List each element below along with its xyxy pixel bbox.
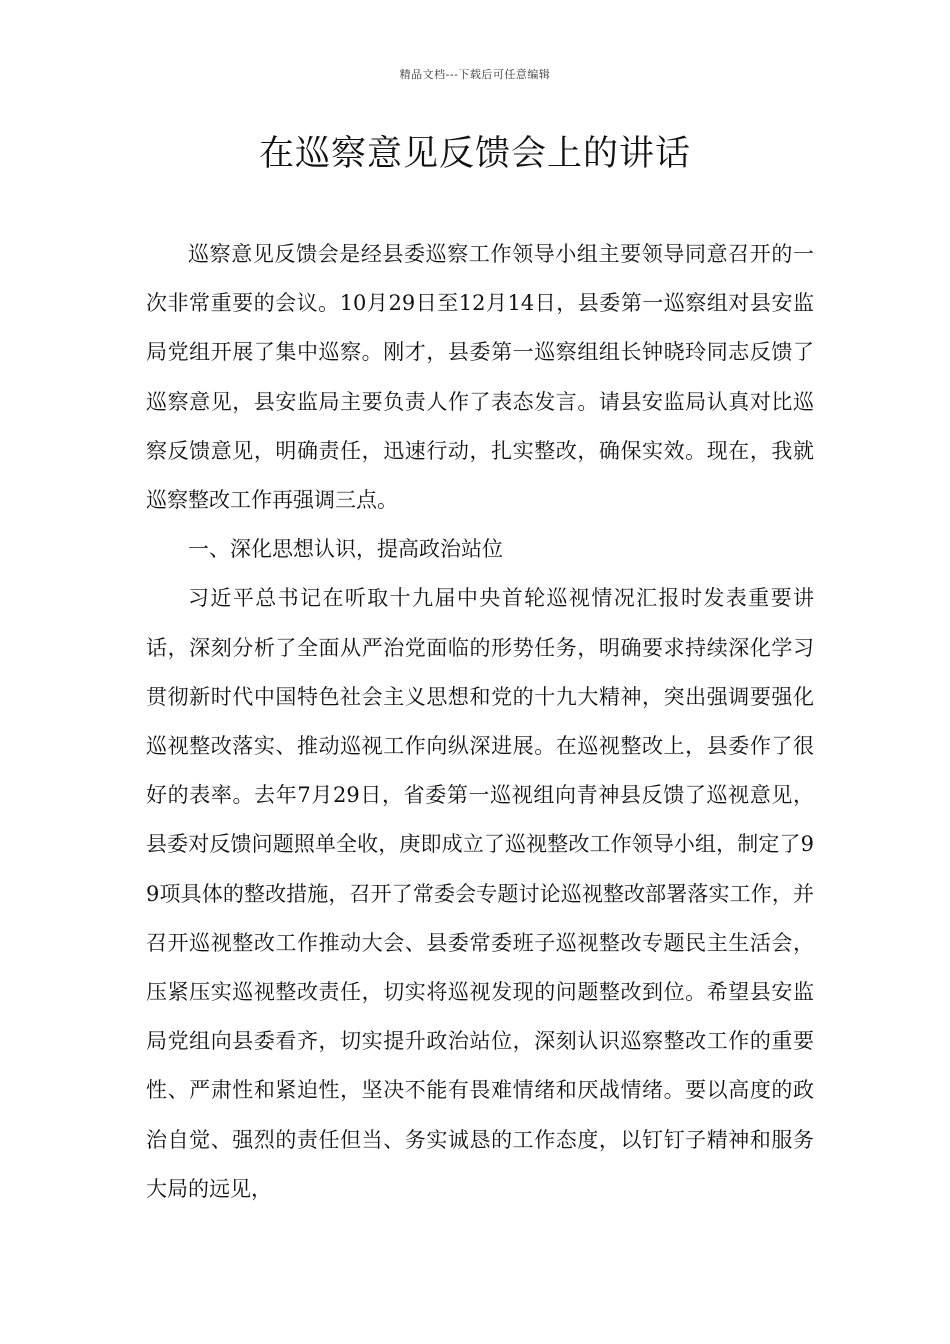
paragraph-intro: 巡察意见反馈会是经县委巡察工作领导小组主要领导同意召开的一次非常重要的会议。10月29日至12月14日，县委第一巡察组对县安监局党组开展了集中巡察。刚才，县委第一巡察组组长钟晓玲同志反馈了巡察意见，县安监局主要负责人作了表态发言。请县安监局认真对比巡察反馈意见，明确责任，迅速行动，扎实整改，确保实效。现在，我就巡察整改工作再强调三点。: [146, 242, 814, 513]
page-header-note: 精品文档---下载后可任意编辑: [399, 68, 551, 81]
document-title: 在巡察意见反馈会上的讲话: [258, 134, 691, 174]
paragraph-section-1: 习近平总书记在听取十九届中央首轮巡视情况汇报时发表重要讲话，深刻分析了全面从严治党面临的形势任务，明确要求持续深化学习贯彻新时代中国特色社会主义思想和党的十九大精神，突出强调要强化巡视整改落实、推动巡视工作向纵深进展。在巡视整改上，县委作了很好的表率。去年7月29日，省委第一巡视组向青神县反馈了巡视意见，县委对反馈问题照单全收，庚即成立了巡视整改工作领导小组，制定了99项具体的整改措施，召开了常委会专题讨论巡视整改部署落实工作，并召开巡视整改工作推动大会、县委常委班子巡视整改专题民主生活会，压紧压实巡视整改责任，切实将巡视发现的问题整改到位。希望县安监局党组向县委看齐，切实提升政治站位，深刻认识巡察整改工作的重要性、严肃性和紧迫性，坚决不能有畏难情绪和厌战情绪。要以高度的政治自觉、强烈的责任但当、务实诚恳的工作态度，以钉钉子精神和服务大局的远见，: [146, 586, 814, 1201]
document-body: [146, 230, 814, 1214]
section-heading-1: 一、深化思想认识，提高政治站位: [188, 537, 503, 562]
